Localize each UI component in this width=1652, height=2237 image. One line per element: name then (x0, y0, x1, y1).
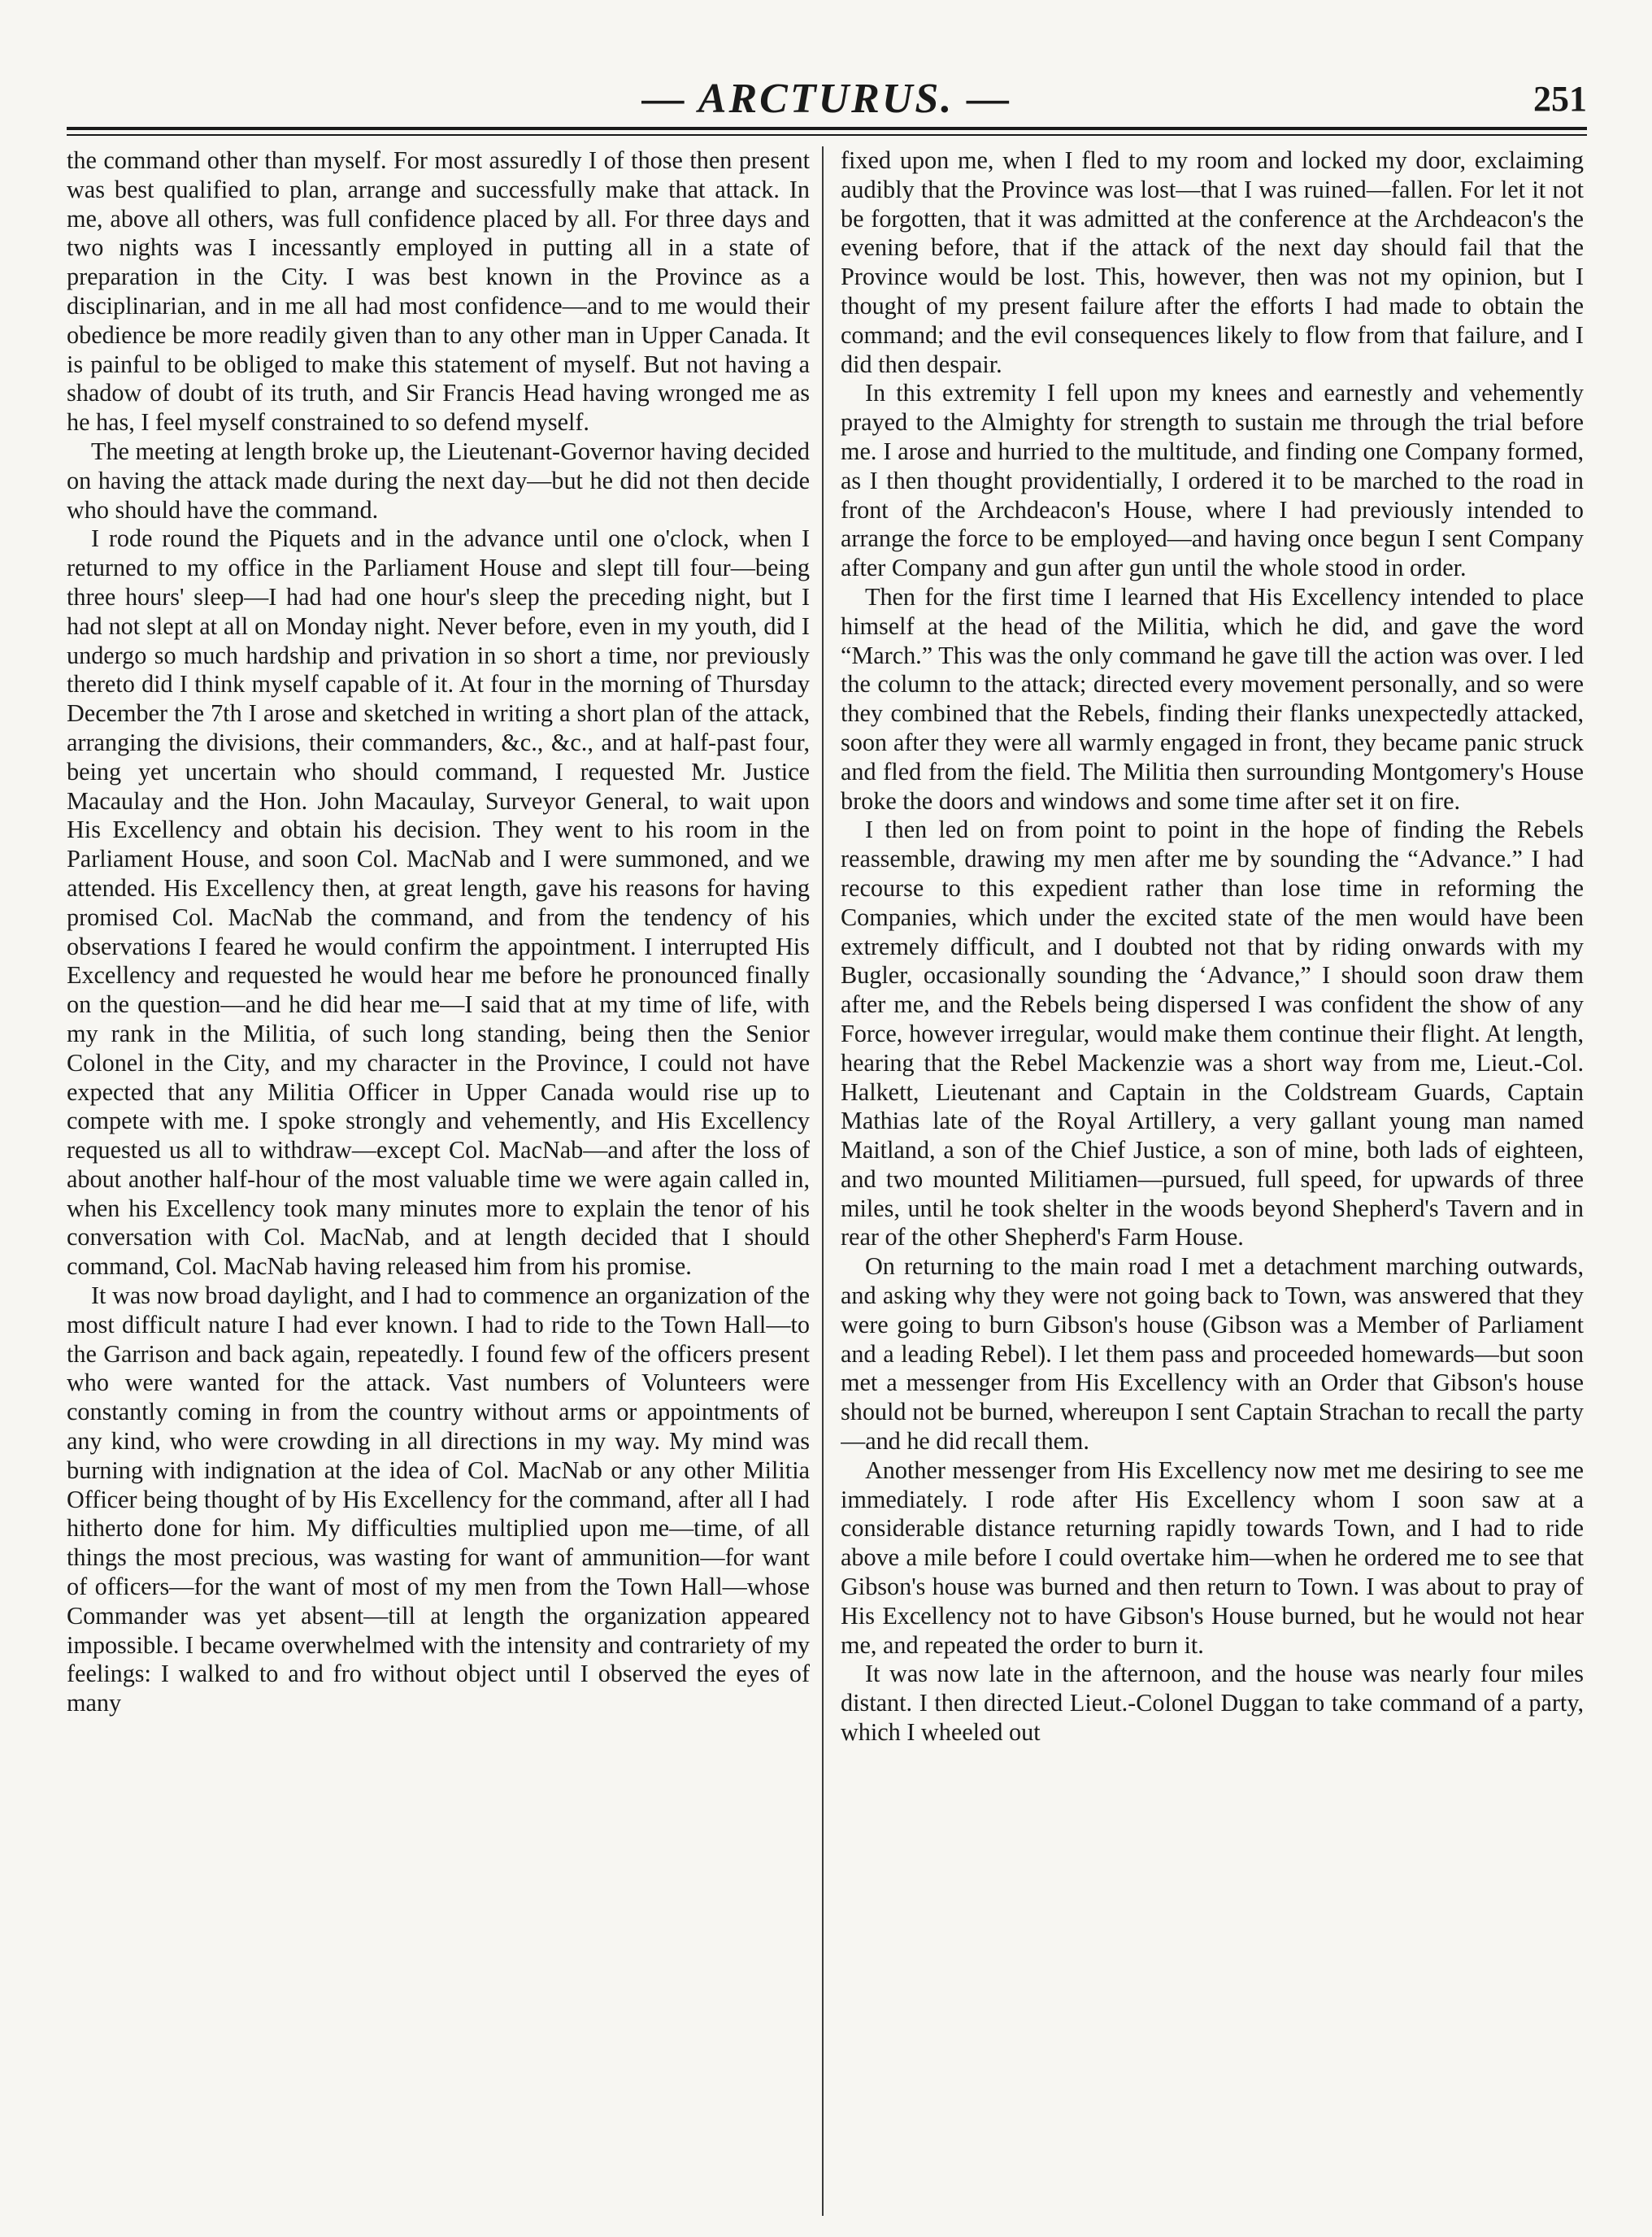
column-divider (822, 146, 824, 2216)
header-rule-thin (67, 134, 1587, 136)
page-number: 251 (1533, 79, 1587, 119)
page-header (67, 75, 1587, 124)
paragraph: In this extremity I fell upon my knees and earnestly and vehemently prayed to the Almighty for strength to sustain me through the trial before me. I arose and hurried to the multitude, and finding one Company formed, as I then thought providentially, I ordered it to be marched to the road in front of the Archdeacon's House, where I had previously intended to arrange the force to be employed—and having once begun I sent Company after Company and gun after gun until the whole stood in order. (841, 379, 1584, 582)
paragraph: It was now late in the afternoon, and the house was nearly four miles distant. I then directed Lieut.-Colonel Duggan to take command of a party, which I wheeled out (841, 1660, 1584, 1747)
paragraph: On returning to the main road I met a detachment marching outwards, and asking why they were not going back to Town, was answered that they were going to burn Gibson's house (Gibson was a Member of Parliament and a leading Rebel). I let them pass and proceeded homewards—but soon met a messenger from His Excellency with an Order that Gibson's house should not be burned, whereupon I sent Captain Strachan to recall the party—and he did recall them. (841, 1252, 1584, 1456)
paragraph: I rode round the Piquets and in the advance until one o'clock, when I returned to my office in the Parliament House and slept till four—being three hours' sleep—I had had one hour's sleep the preceding night, but I had not slept at all on Monday night. Never before, even in my youth, did I undergo so much hardship and privation in so short a time, nor previously thereto did I think myself capable of it. At four in the morning of Thursday December the 7th I arose and sketched in writing a short plan of the attack, arranging the divisions, their commanders, &c., &c., and at half-past four, being yet uncertain who should command, I requested Mr. Justice Macaulay and the Hon. John Macaulay, Surveyor General, to wait upon His Excellency and obtain his decision. They went to his room in the Parliament House, and soon Col. MacNab and I were summoned, and we attended. His Excellency then, at great length, gave his reasons for having promised Col. MacNab the command, and from the tendency of his observations I feared he would confirm the appointment. I interrupted His Excellency and requested he would hear me before he pronounced finally on the question—and he did hear me—I said that at my time of life, with my rank in the Militia, of such long standing, being then the Senior Colonel in the City, and my character in the Province, I could not have expected that any Militia Officer in Upper Canada would rise up to compete with me. I spoke strongly and vehemently, and His Excellency requested us all to withdraw—except Col. MacNab—and after the loss of about another half-hour of the most valuable time we were again called in, when his Excellency took many minutes more to explain the tenor of his conversation with Col. MacNab, and at length decided that I should command, Col. MacNab having released him from his promise. (67, 524, 810, 1281)
left-column (67, 146, 810, 2216)
right-column (841, 146, 1584, 2216)
paragraph: I then led on from point to point in the hope of finding the Rebels reassemble, drawing my men after me by sounding the “Advance.” I had recourse to this expedient rather than lose time in reforming the Companies, which under the excited state of the men would have been extremely difficult, and I doubted not that by riding onwards with my Bugler, occasionally sounding the ‘Advance,” I should soon draw them after me, and the Rebels being dispersed I was confident the show of any Force, however irregular, would make them continue their flight. At length, hearing that the Rebel Mackenzie was a short way from me, Lieut.-Col. Halkett, Lieutenant and Captain in the Coldstream Guards, Captain Mathias late of the Royal Artillery, a very gallant young man named Maitland, a son of the Chief Justice, a son of mine, both lads of eighteen, and two mounted Militiamen—pursued, full speed, for upwards of three miles, until he took shelter in the woods beyond Shepherd's Tavern and in rear of the other Shepherd's Farm House. (841, 816, 1584, 1251)
header-rule-thick (67, 127, 1587, 130)
paragraph: It was now broad daylight, and I had to commence an organization of the most difficult nature I had ever known. I had to ride to the Town Hall—to the Garrison and back again, repeatedly. I found few of the officers present who were wanted for the attack. Vast numbers of Volunteers were constantly coming in from the country without arms or appointments of any kind, who were crowding in all directions in my way. My mind was burning with indignation at the idea of Col. MacNab or any other Militia Officer being thought of by His Excellency for the command, after all I had hitherto done for him. My difficulties multiplied upon me—time, of all things the most precious, was wasting for want of ammunition—for want of officers—for the want of most of my men from the Town Hall—whose Commander was yet absent—till at length the organization appeared impossible. I became overwhelmed with the intensity and contrariety of my feelings: I walked to and fro without object until I observed the eyes of many (67, 1282, 810, 1717)
paragraph: Another messenger from His Excellency now met me desiring to see me immediately. I rode after His Excellency whom I soon saw at a considerable distance returning rapidly towards Town, and I had to ride above a mile before I could overtake him—when he ordered me to see that Gibson's house was burned and then return to Town. I was about to pray of His Excellency not to have Gibson's House burned, but he would not hear me, and repeated the order to burn it. (841, 1456, 1584, 1659)
paragraph: the command other than myself. For most assuredly I of those then present was best qualified to plan, arrange and successfully make that attack. In me, above all others, was full confidence placed by all. For three days and two nights was I incessantly employed in putting all in a state of preparation in the City. I was best known in the Province as a disciplinarian, and in me all had most confidence—and to me would their obedience be more readily given than to any other man in Upper Canada. It is painful to be obliged to make this statement of myself. But not having a shadow of doubt of its truth, and Sir Francis Head having wronged me as he has, I feel myself constrained to so defend myself. (67, 146, 810, 437)
running-title: — ARCTURUS. — (641, 76, 1012, 122)
paragraph: The meeting at length broke up, the Lieutenant-Governor having decided on having the attack made during the next day—but he did not then decide who should have the command. (67, 437, 810, 524)
paragraph: fixed upon me, when I fled to my room and locked my door, exclaiming audibly that the Province was lost—that I was ruined—fallen. For let it not be forgotten, that it was admitted at the conference at the Archdeacon's the evening before, that if the attack of the next day should fail that the Province would be lost. This, however, then was not my opinion, but I thought of my present failure after the efforts I had made to obtain the command; and the evil consequences likely to flow from that failure, and I did then despair. (841, 146, 1584, 378)
paragraph: Then for the first time I learned that His Excellency intended to place himself at the head of the Militia, which he did, and gave the word “March.” This was the only command he gave till the action was over. I led the column to the attack; directed every movement personally, and so were they combined that the Rebels, finding their flanks unexpectedly attacked, soon after they were all warmly engaged in front, they became panic struck and fled from the field. The Militia then surrounding Montgomery's House broke the doors and windows and some time after set it on fire. (841, 582, 1584, 815)
